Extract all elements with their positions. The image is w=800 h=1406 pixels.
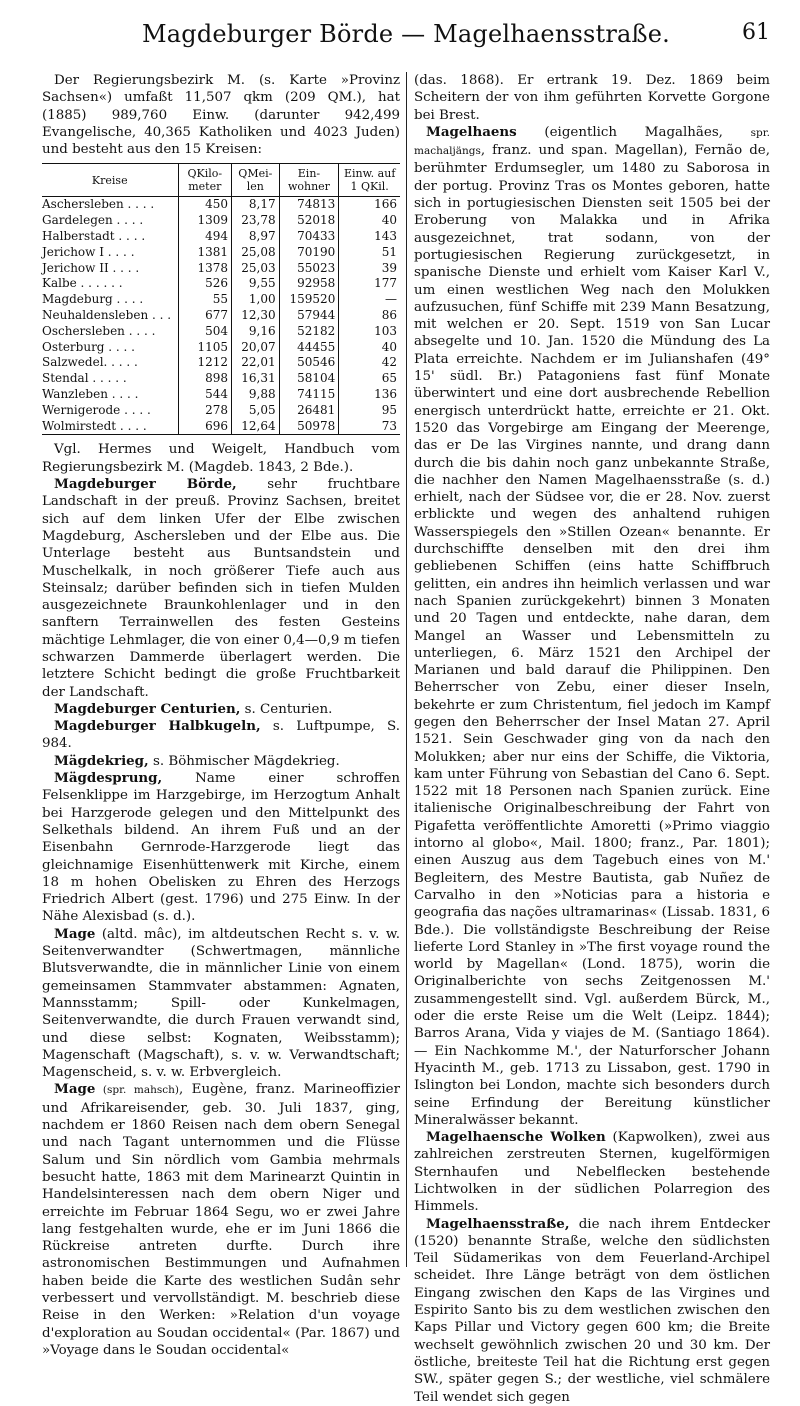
table-cell: 1212 xyxy=(178,355,232,371)
kreise-table xyxy=(42,163,400,435)
table-cell: 55 xyxy=(178,292,232,308)
kreis-name-cell: Magdeburg . . . . xyxy=(42,292,144,307)
entry-text: sehr fruchtbare Landschaft in der preuß. Provinz Sachsen, breitet sich auf dem linken Ufer der Elbe zwischen Magdeburg, Aschersleben und der Elbe aus. Die Unterlage besteht aus Buntsandstein und Muschelkalk, in noch größerer Tiefe auch aus Steinsalz; darüber befinden sich in tiefen Mulden ausgezeichnete Braunkohlenlager und in den sanftern Terrainwellen des festen Gesteins mächtige Lehmlager, die von einer 0,4—0,9 m tiefen schwarzen Dammerde überlagert werden. Die letztere Schicht bedingt die große Fruchtbarkeit der Landschaft. xyxy=(42,477,400,700)
table-row xyxy=(42,213,400,229)
kreis-name-cell: Osterburg . . . . xyxy=(42,339,135,354)
table-cell: 526 xyxy=(178,276,232,292)
entry-headword: Magelhaensche Wolken xyxy=(426,1129,606,1146)
table-row xyxy=(42,324,400,340)
entry-headword: Magelhaens xyxy=(426,123,517,140)
entry-headword: Mage xyxy=(54,1081,96,1098)
entry-magelhaensche-wolken xyxy=(414,1129,770,1215)
entry-headword: Mägdekrieg, xyxy=(54,752,149,769)
table-cell: 86 xyxy=(339,308,400,324)
table-row xyxy=(42,355,400,371)
entry-magelhaensstrasse xyxy=(414,1216,770,1406)
column-header: QMei-len xyxy=(232,164,280,197)
table-row xyxy=(42,387,400,403)
table-cell: 1,00 xyxy=(232,292,280,308)
table-row xyxy=(42,229,400,245)
kreis-name-cell: Wernigerode . . . . xyxy=(42,402,151,417)
table-cell: 16,31 xyxy=(232,371,280,387)
column-divider xyxy=(406,72,407,1267)
table-cell: 52182 xyxy=(279,324,339,340)
table-cell: 1309 xyxy=(178,213,232,229)
entry-text: die nach ihrem Entdecker (1520) benannte Straße, welche den südlichsten Teil Südamerikas von dem Feuerland-Archipel scheidet. Ihre Länge beträgt von dem östlichen Eingang zwischen den Kaps de las Virgines und Espirito Santo bis zu dem westlichen zwischen den Kaps Pillar und Victory gegen 600 km; die Breite wechselt gewöhnlich zwischen 20 und 30 km. Der östliche, breiteste Teil hat die Richtung erst gegen SW., später gegen S.; der westliche, viel schmälere Teil wendet sich gegen xyxy=(414,1216,770,1405)
table-row xyxy=(42,197,400,213)
kreis-name-cell: Oschersleben . . . . xyxy=(42,323,156,338)
entry-text: (Kapwolken), zwei aus zahlreichen zerstreuten Sternen, kugelförmigen Sternhaufen und Nebelflecken bestehende Lichtwolken in der südlichen Polarregion des Himmels. xyxy=(414,1130,770,1215)
kreis-name-cell: Neuhaldensleben . . . xyxy=(42,308,172,323)
pronunciation: spr. machaljängs xyxy=(414,126,770,158)
table-row xyxy=(42,292,400,308)
table-cell: 40 xyxy=(339,213,400,229)
table-cell: 95 xyxy=(339,403,400,419)
entry-text: , Eugène, franz. Marineoffizier und Afrikareisender, geb. 30. Juli 1837, ging, nachdem er 1860 Reisen nach dem obern Senegal und nach Tagant unternommen und die Flüsse Salum und Sin nördlich vom Gambia mehrmals besucht hatte, 1863 mit dem Marinearzt Quintin in Handelsinteressen nach dem obern Niger und erreichte im Februar 1864 Segu, wo er zwei Jahre lang festgehalten wurde, ehe er im Juni 1866 die Rückreise antreten durfte. Durch ihre astronomischen Bestimmungen und Aufnahmen haben beide die Karte des westlichen Sudân sehr verbessert und vervollständigt. M. beschrieb diese Reise in den Werken: »Relation d'un voyage d'exploration au Soudan occidental« (Par. 1867) und »Voyage dans le Soudan occidental« xyxy=(42,1082,400,1358)
column-header: Kreise xyxy=(42,164,178,197)
entry-headword: Mage xyxy=(54,925,96,942)
table-row xyxy=(42,371,400,387)
table-header-row xyxy=(42,164,400,197)
table-cell: 677 xyxy=(178,308,232,324)
table-cell: 12,64 xyxy=(232,419,280,435)
table-cell: 73 xyxy=(339,419,400,435)
table-row xyxy=(42,245,400,261)
table-cell: 25,03 xyxy=(232,261,280,277)
table-cell: 9,55 xyxy=(232,276,280,292)
continuation-paragraph: (das. 1868). Er ertrank 19. Dez. 1869 beim Scheitern der von ihm geführten Korvette Gorgone bei Brest. xyxy=(414,73,770,123)
right-column xyxy=(414,72,770,1405)
kreis-name-cell: Gardelegen . . . . xyxy=(42,213,144,228)
entry-text: Name einer schroffen Felsenklippe im Harzgebirge, im Herzogtum Anhalt bei Harzgerode gelegen und den Mittelpunkt des Selkethals bildend. An ihrem Fuß und an der Eisenbahn Gernrode-Harzgerode liegt das gleichnamige Eisenhüttenwerk mit Kirche, einem 18 m hohen Obelisken zu Ehren des Herzogs Friedrich Albert (gest. 1796) und 275 Einw. In der Nähe Alexisbad (s. d.). xyxy=(42,771,400,925)
entry-text: s. Böhmischer Mägdekrieg. xyxy=(148,753,340,769)
table-row xyxy=(42,308,400,324)
entry-headword: Magdeburger Börde, xyxy=(54,476,237,493)
entry-magdeburger-centurien xyxy=(42,701,400,718)
table-cell: 65 xyxy=(339,371,400,387)
table-cell: 504 xyxy=(178,324,232,340)
table-cell: 696 xyxy=(178,419,232,435)
table-cell: 9,16 xyxy=(232,324,280,340)
table-body xyxy=(42,197,400,435)
entry-text: s. Luftpumpe, S. 984. xyxy=(42,719,400,752)
column-header: Ein-wohner xyxy=(279,164,339,197)
table-cell: 25,08 xyxy=(232,245,280,261)
table-cell: 159520 xyxy=(279,292,339,308)
table-cell: 57944 xyxy=(279,308,339,324)
entry-text: (eigentlich Magalhães, xyxy=(516,124,751,140)
entry-text: (altd. mâc), im altdeutschen Recht s. v. w. Seitenverwandter (Schwertmagen, männliche Blutsverwandte, die in männlicher Linie von einem gemeinsamen Stammvater abstammen: Agnaten, Mannsstamm; Spill- oder Kunkelmagen, Seitenverwandte, die durch Frauen verwandt sind, und diese selbst: Kognaten, Weibsstamm); Magenschaft (Magschaft), s. v. w. Verwandtschaft; Magenscheid, s. v. w. Erbvergleich. xyxy=(42,926,400,1081)
table-cell: 166 xyxy=(339,197,400,213)
table-cell: 70190 xyxy=(279,245,339,261)
table-cell: 39 xyxy=(339,261,400,277)
page-title: Magdeburger Börde — Magelhaensstraße. xyxy=(141,20,671,48)
entry-headword: Magdeburger Halbkugeln, xyxy=(54,718,261,735)
table-cell: 177 xyxy=(339,276,400,292)
table-cell: 1378 xyxy=(178,261,232,277)
table-cell: 92958 xyxy=(279,276,339,292)
table-cell: 450 xyxy=(178,197,232,213)
table-cell: 70433 xyxy=(279,229,339,245)
entry-magdeburger-halbkugeln xyxy=(42,718,400,753)
kreis-name-cell: Jerichow II . . . . xyxy=(42,260,140,275)
table-cell: 26481 xyxy=(279,403,339,419)
table-row xyxy=(42,403,400,419)
kreis-name-cell: Halberstadt . . . . xyxy=(42,229,146,244)
left-column xyxy=(42,72,400,1358)
column-header: Einw. auf 1 QKil. xyxy=(339,164,400,197)
kreis-name-cell: Wolmirstedt . . . . xyxy=(42,419,178,435)
table-cell: 136 xyxy=(339,387,400,403)
table-cell: 52018 xyxy=(279,213,339,229)
table-cell: 50978 xyxy=(279,419,339,435)
page-header xyxy=(42,12,770,52)
entry-text: s. Centurien. xyxy=(240,701,333,717)
table-cell: 50546 xyxy=(279,355,339,371)
table-cell: 494 xyxy=(178,229,232,245)
entry-maegdesprung xyxy=(42,770,400,926)
table-cell: 8,17 xyxy=(232,197,280,213)
table-cell: 278 xyxy=(178,403,232,419)
table-cell: 22,01 xyxy=(232,355,280,371)
entry-maegdekrieg xyxy=(42,753,400,770)
entry-text: , franz. und span. Magellan), Fernão de, berühmter Erdumsegler, um 1480 zu Saborosa in der portug. Provinz Tras os Montes geboren, hatte sich in portugiesischen Diensten seit 1505 bei der Eroberung von Malakka und in Afrika ausgezeichnet, trat sodann, von der portugiesischen Regierung zurückgesetzt, in spanische Dienste und erhielt vom Kaiser Karl V., um einen westlichen Weg nach den Molukken aufzusuchen, fünf Schiffe mit 239 Mann Besatzung, mit welchen er 20. Sept. 1519 von San Lucar absegelte und 10. Jan. 1520 die Mündung des La Plata erreichte. Nachdem er im Julianshafen (49° 15' südl. Br.) Patagoniens fast fünf Monate überwintert und eine dort ausbrechende Rebellion energisch unterdrückt hatte, erreichte er 21. Okt. 1520 das Vorgebirge am Eingang der Meerenge, das er De las Virgines nannte, und drang dann durch die bis dahin noch ganz unbekannte Straße, die nachher den Namen Magelhaensstraße (s. d.) erhielt, nach der Südsee vor, die er 28. Nov. zuerst erblickte und wegen des anhaltend ruhigen Wasserspiegels den »Stillen Ozean« benannte. Er durchschiffte denselben mit den drei ihm gebliebenen Schiffen (eins hatte Schiffbruch gelitten, ein andres ihn heimlich verlassen und war nach Spanien zurückgekehrt) binnen 3 Monaten und 20 Tagen und entdeckte, nahe daran, dem Mangel an Wasser und Lebensmitteln zu unterliegen, 6. März 1521 den Archipel der Marianen und bald darauf die Philippinen. Den Beherrscher von Zebu, einer dieser Inseln, bekehrte er zum Christentum, fiel jedoch im Kampf gegen den Beherrscher der Insel Matan 27. April 1521. Sein Geschwader ging von da nach den Molukken; aber nur eins der Schiffe, die Viktoria, kam unter Führung von Sebastian del Cano 6. Sept. 1522 mit 18 Personen nach Spanien zurück. Eine italienische Originalbeschreibung der Fahrt von Pigafetta veröffentlichte Amoretti (»Primo viaggio intorno al globo«, Mail. 1800; franz., Par. 1801); einen Auszug aus dem Tagebuch eines von M.' Begleitern, des Mestre Bautista, gab Nuñez de Carvalho in den »Noticias para a historia e geografia das nações ultramarinas« (Lissab. 1831, 6 Bde.). Die vollständigste Beschreibung der Reise lieferte Lord Stanley in »The first voyage round the world by Magellan« (Lond. 1875), worin die Originalberichte von sechs Zeitgenossen M.' zusammengestellt sind. Vgl. außerdem Bürck, M., oder die erste Reise um die Welt (Leipz. 1844); Barros Arana, Vida y viajes de M. (Santiago 1864). — Ein Nachkomme M.', der Naturforscher Johann Hyacinth M., geb. 1713 zu Lissabon, gest. 1790 in Islington bei London, machte sich besonders durch seine Erfindung der Bereitung künstlicher Mineralwässer bekannt. xyxy=(414,143,770,1128)
table-cell: 23,78 xyxy=(232,213,280,229)
kreis-name-cell: Salzwedel. . . . . xyxy=(42,355,138,370)
table-cell: 58104 xyxy=(279,371,339,387)
table-cell: — xyxy=(339,292,400,308)
table-cell: 74115 xyxy=(279,387,339,403)
table-row xyxy=(42,276,400,292)
kreis-name-cell: Stendal . . . . . xyxy=(42,371,127,386)
entry-headword: Magelhaensstraße, xyxy=(426,1215,570,1232)
column-header: QKilo-meter xyxy=(178,164,232,197)
entry-magelhaens xyxy=(414,124,770,1129)
table-cell: 42 xyxy=(339,355,400,371)
intro-paragraph: Der Regierungsbezirk M. (s. Karte »Provinz Sachsen«) umfaßt 11,507 qkm (209 QM.), hat (1885) 989,760 Einw. (darunter 942,499 Evangelische, 40,365 Katholiken und 4023 Juden) und besteht aus den 15 Kreisen: xyxy=(42,73,400,158)
table-cell: 51 xyxy=(339,245,400,261)
table-row xyxy=(42,261,400,277)
page-number: 61 xyxy=(742,20,770,45)
table-cell: 143 xyxy=(339,229,400,245)
table-cell: 544 xyxy=(178,387,232,403)
table-cell: 40 xyxy=(339,340,400,356)
entry-headword: Magdeburger Centurien, xyxy=(54,700,241,717)
table-cell: 898 xyxy=(178,371,232,387)
table-cell: 8,97 xyxy=(232,229,280,245)
table-cell: 12,30 xyxy=(232,308,280,324)
table-row xyxy=(42,340,400,356)
literature-note: Vgl. Hermes und Weigelt, Handbuch vom Regierungsbezirk M. (Magdeb. 1843, 2 Bde.). xyxy=(42,442,400,475)
entry-magdeburger-boerde xyxy=(42,476,400,701)
table-row xyxy=(42,419,400,435)
table-cell: 74813 xyxy=(279,197,339,213)
kreis-name-cell: Aschersleben . . . . xyxy=(42,197,155,212)
pronunciation: (spr. mahsch) xyxy=(95,1084,179,1097)
table-cell: 44455 xyxy=(279,340,339,356)
table-cell: 9,88 xyxy=(232,387,280,403)
table-cell: 1381 xyxy=(178,245,232,261)
kreis-name-cell: Wanzleben . . . . xyxy=(42,387,139,402)
table-cell: 5,05 xyxy=(232,403,280,419)
entry-mage-eugene xyxy=(42,1081,400,1359)
entry-headword: Mägdesprung, xyxy=(54,770,163,787)
table-cell: 1105 xyxy=(178,340,232,356)
kreis-name-cell: Jerichow I . . . . xyxy=(42,244,135,259)
table-cell: 20,07 xyxy=(232,340,280,356)
kreis-name-cell: Kalbe . . . . . . xyxy=(42,276,123,291)
entry-mage-recht xyxy=(42,926,400,1082)
table-cell: 55023 xyxy=(279,261,339,277)
table-cell: 103 xyxy=(339,324,400,340)
